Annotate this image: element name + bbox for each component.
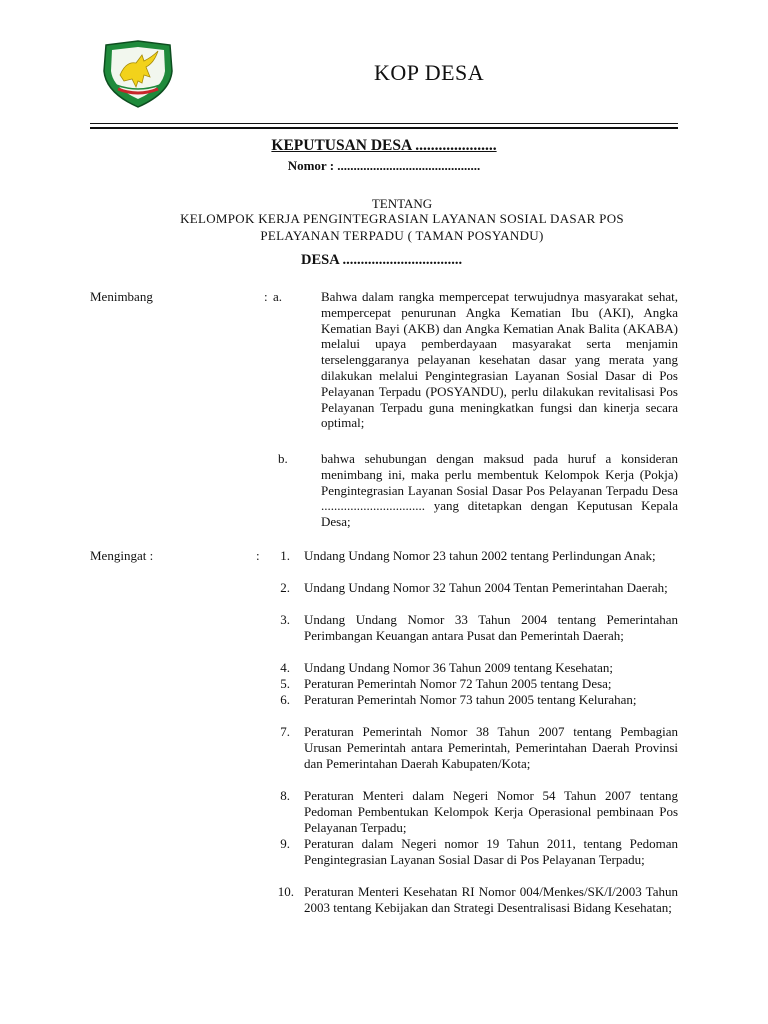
menimbang-item-text: bahwa sehubungan dengan maksud pada huruf a konsideran menimbang ini, maka perlu membentuk Kelompok Kerja (Pokja) Pengintegrasian Layanan Sosial Dasar Pos Pelayanan Terpadu Desa ................................ yang ditetapkan dengan Keputusan Kepala Desa; [321,451,678,530]
mengingat-item-text: Peraturan Menteri dalam Negeri Nomor 54 Tahun 2007 tentang Pedoman Pembentukan Kelompok Kerja Operasional pembinaan Pos Pelayanan Terpadu; [304,788,678,835]
menimbang-item-marker: a. [273,289,283,304]
letterhead-divider-thin [90,123,678,124]
mengingat-item-text: Peraturan dalam Negeri nomor 19 Tahun 2011, tentang Pedoman Pengintegrasian Layanan Sosial Dasar di Pos Pelayanan Terpadu; [304,836,678,867]
menimbang-colon: : [264,289,268,304]
menimbang-item-text: Bahwa dalam rangka mempercepat terwujudnya masyarakat sehat, mempercepat penurunan Angka Kematian Ibu (AKI), Angka Kematian Bayi (AKB) dan Angka Kematian Anak Balita (AKABA) melalui upaya pemberdayaan masyarakat serta menjamin terselenggaranya pelayanan kesehatan dasar yang merata yang dilakukan melalui Pengintegrasian Layanan Sosial Dasar di Pos Pelayanan Terpadu (POSYANDU), perlu dilakukan revitalisasi Pos Pelayanan Terpadu guna meningkatkan fungsi dan kinerja secara optimal; [321,289,678,431]
mengingat-item-text: Peraturan Pemerintah Nomor 72 Tahun 2005 tentang Desa; [304,676,612,691]
mengingat-item-text: Peraturan Pemerintah Nomor 38 Tahun 2007 tentang Pembagian Urusan Pemerintah antara Pemerintah, Pemerintahan Daerah Provinsi dan Pemerintahan Daerah Kabupaten/Kota; [304,724,678,771]
letterhead-title: KOP DESA [374,60,485,85]
menimbang-label: Menimbang [90,289,153,304]
mengingat-item-number: 9. [280,836,290,851]
mengingat-item-number: 8. [280,788,290,803]
mengingat-colon: : [256,548,260,563]
mengingat-item-text: Undang Undang Nomor 36 Tahun 2009 tentang Kesehatan; [304,660,613,675]
mengingat-item-number: 7. [280,724,290,739]
mengingat-item-number: 2. [280,580,290,595]
subject-tentang: TENTANG [371,196,433,211]
mengingat-item-text: Undang Undang Nomor 32 Tahun 2004 Tentan Pemerintahan Daerah; [304,580,668,595]
letterhead-divider-thick [90,127,678,129]
mengingat-item-text: Peraturan Menteri Kesehatan RI Nomor 004/Menkes/SK/I/2003 Tahun 2003 tentang Kebijakan dan Strategi Desentralisasi Bidang Kesehatan; [304,884,678,915]
mengingat-item-number: 3. [280,612,290,627]
mengingat-item-number: 1. [280,548,290,563]
mengingat-item-text: Undang Undang Nomor 33 Tahun 2004 tentang Pemerintahan Perimbangan Keuangan antara Pusat dan Pemerintah Daerah; [304,612,678,643]
mengingat-item-number: 10. [277,884,294,899]
menimbang-item-marker: b. [278,451,288,466]
document-title-text: KEPUTUSAN DESA ..................... [271,137,497,154]
document-title [0,137,768,155]
mengingat-item-number: 5. [280,676,290,691]
subject-line-1: KELOMPOK KERJA PENGINTEGRASIAN LAYANAN SOSIAL DASAR POS [180,211,624,226]
mengingat-label: Mengingat : [90,548,154,563]
mengingat-item-text: Undang Undang Nomor 23 tahun 2002 tentang Perlindungan Anak; [304,548,656,563]
document-number: Nomor : ............................................ [287,158,481,173]
desa-heading: DESA ................................. [301,252,463,268]
mengingat-item-text: Peraturan Pemerintah Nomor 73 tahun 2005 tentang Kelurahan; [304,692,637,707]
mengingat-item-number: 4. [280,660,290,675]
mengingat-item-number: 6. [280,692,290,707]
subject-line-2: PELAYANAN TERPADU ( TAMAN POSYANDU) [260,228,544,243]
village-emblem-icon [98,37,178,109]
